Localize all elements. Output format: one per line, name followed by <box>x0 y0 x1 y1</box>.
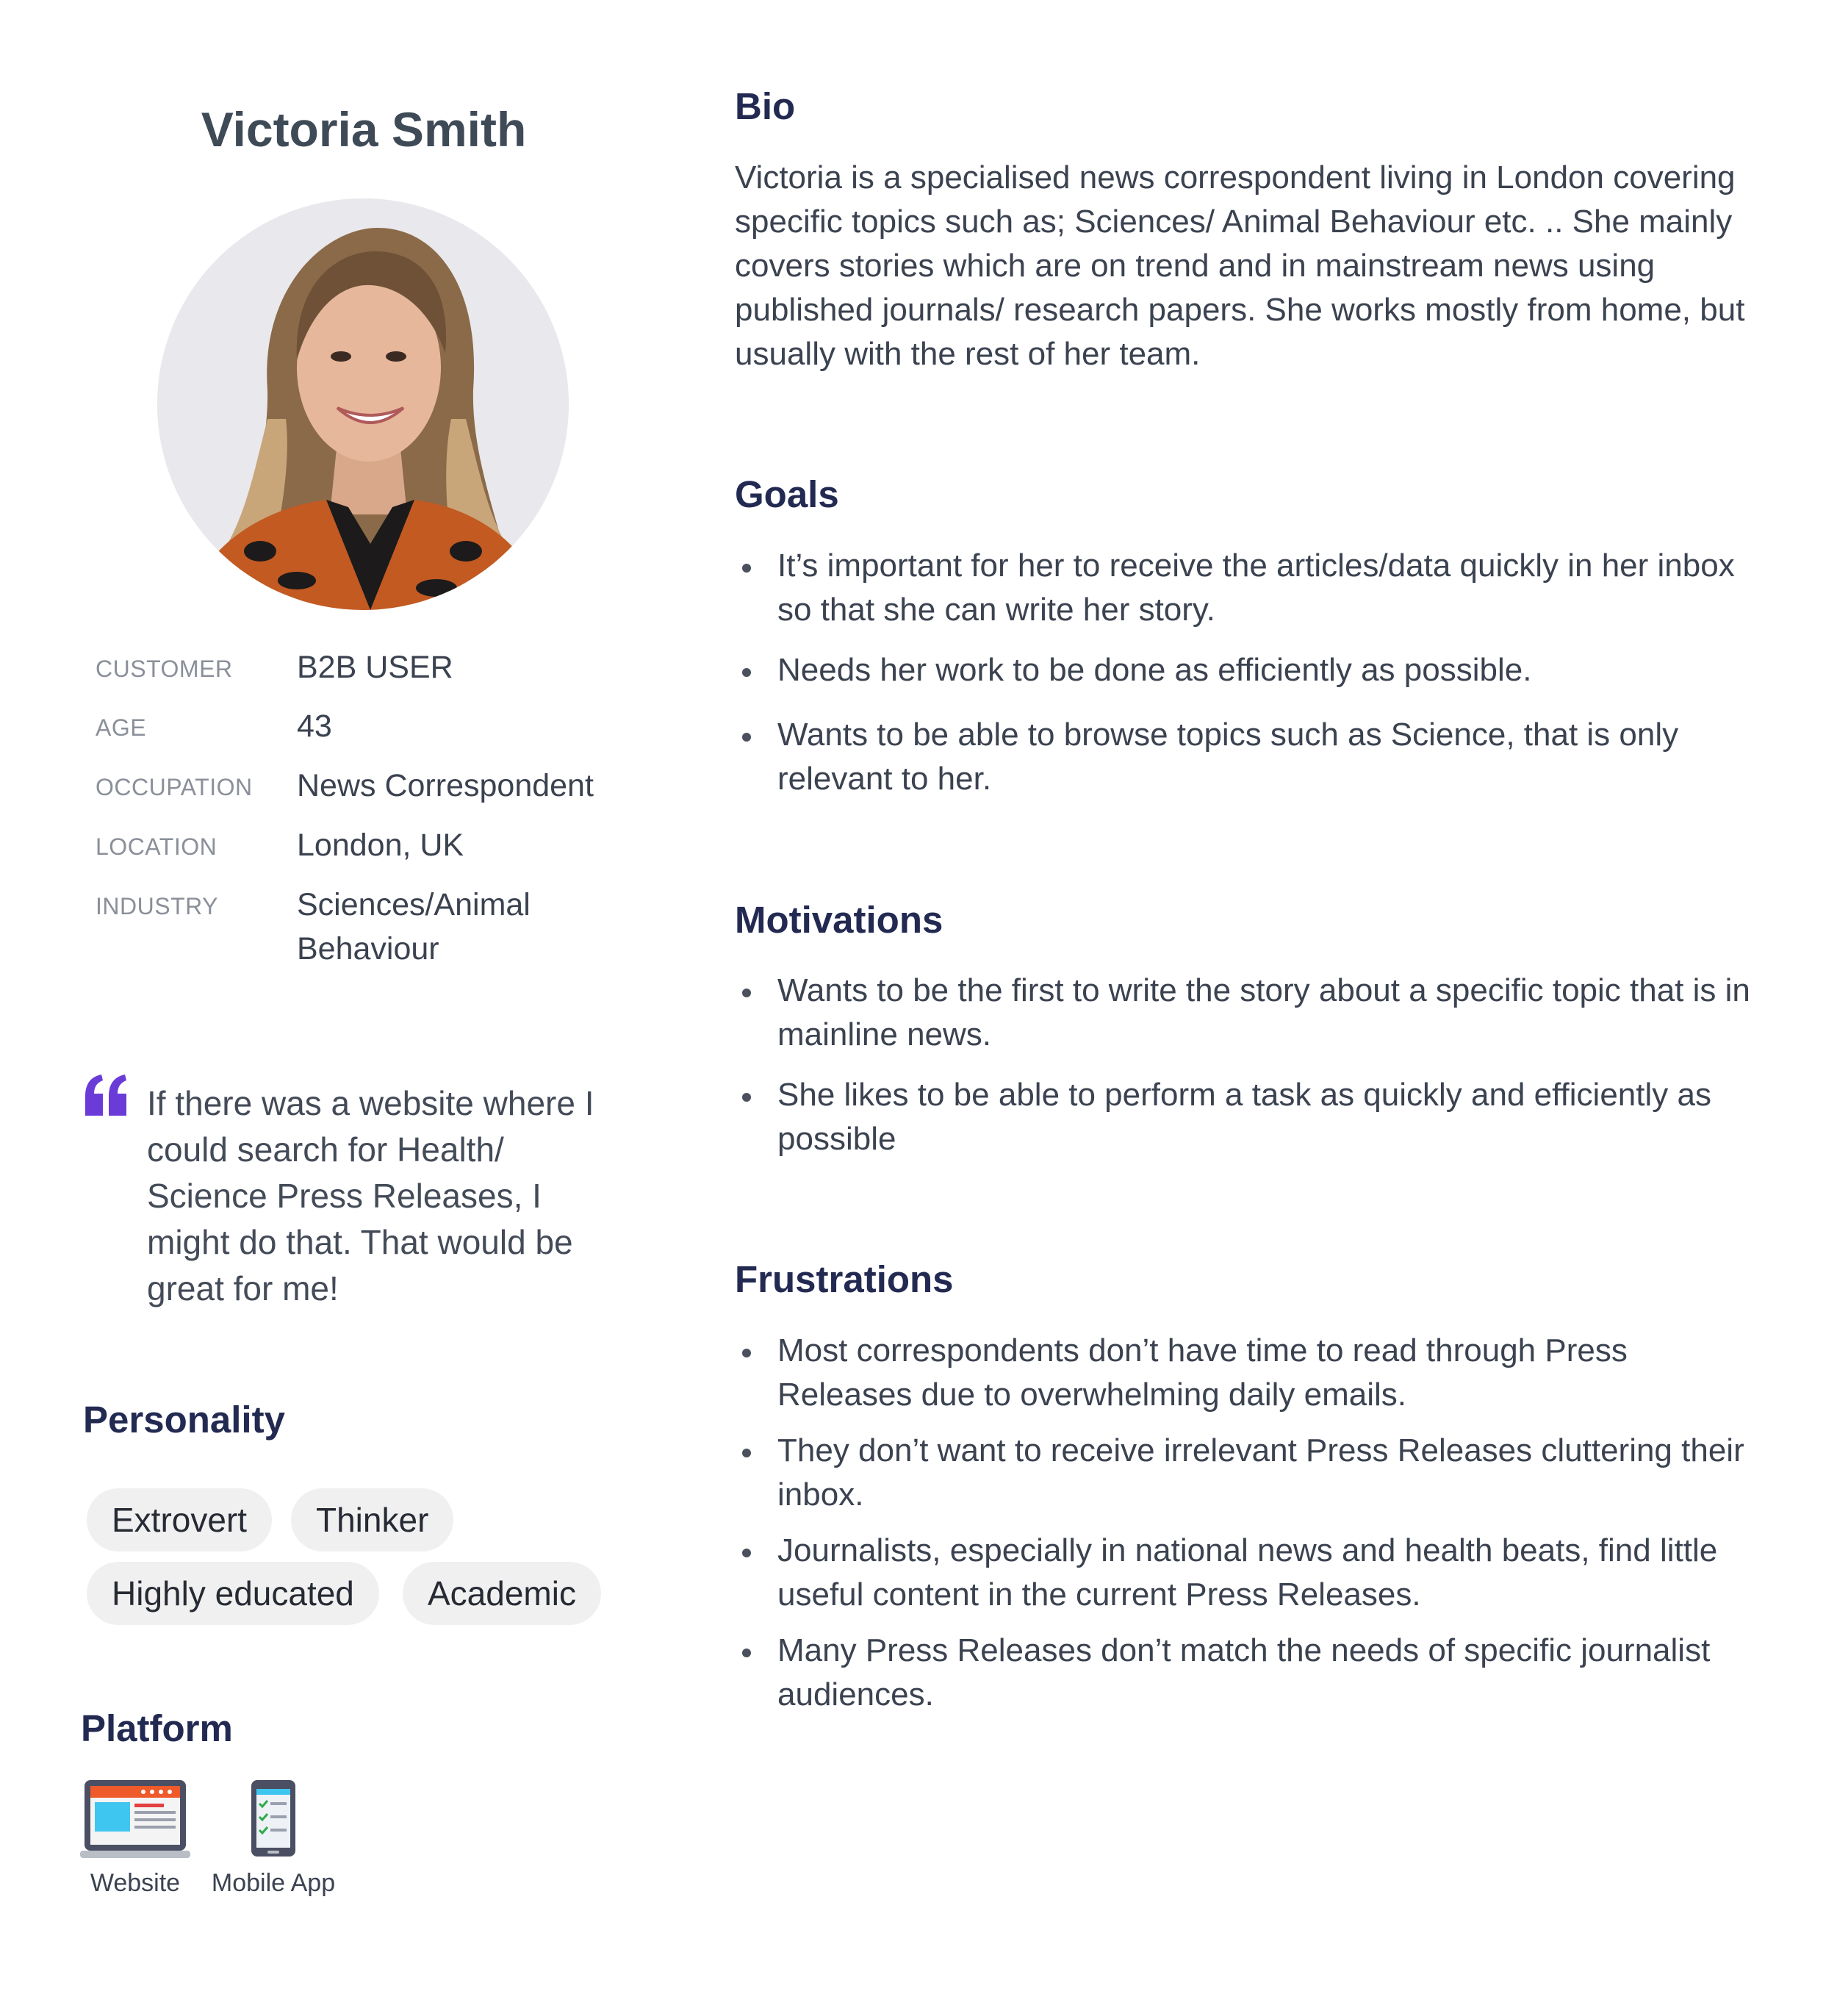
trait-chip: Thinker <box>291 1488 453 1552</box>
motivations-heading: Motivations <box>735 899 943 941</box>
list-item-text: Most correspondents don’t have time to read through Press Releases due to overwhelming daily emails. <box>777 1332 1628 1413</box>
bullet-icon <box>742 733 751 742</box>
list-item <box>735 969 1764 1057</box>
platform-label: Mobile App <box>211 1869 336 1897</box>
bullet-icon <box>742 989 751 997</box>
info-label: CUSTOMER <box>96 656 233 682</box>
list-item-text: They don’t want to receive irrelevant Press Releases cluttering their inbox. <box>777 1432 1744 1513</box>
quote-icon <box>82 1075 128 1116</box>
info-value: 43 <box>297 709 332 744</box>
bullet-icon <box>742 1349 751 1357</box>
platform-mobile-app <box>210 1779 337 1898</box>
trait-chip: Extrovert <box>87 1488 272 1552</box>
goals-heading: Goals <box>735 473 839 515</box>
list-item-text: Journalists, especially in national news and health beats, find little useful content in the current Press Releases. <box>777 1532 1718 1613</box>
bullet-icon <box>742 1549 751 1557</box>
list-item <box>735 1429 1764 1517</box>
platform-label: Website <box>90 1869 181 1897</box>
platform-heading: Platform <box>81 1707 233 1749</box>
list-item-text: Wants to be the first to write the story about a specific topic that is in mainline news. <box>777 972 1750 1052</box>
list-item <box>735 713 1764 801</box>
personality-heading: Personality <box>83 1399 285 1441</box>
bullet-icon <box>742 668 751 677</box>
info-label: LOCATION <box>96 833 218 860</box>
bullet-icon <box>742 1093 751 1102</box>
list-item <box>735 648 1764 692</box>
bullet-icon <box>742 1649 751 1657</box>
avatar-portrait-image <box>157 198 569 610</box>
info-value: B2B USER <box>297 650 453 685</box>
platform-website <box>72 1779 198 1898</box>
list-item <box>735 1629 1764 1717</box>
info-value: Sciences/Animal Behaviour <box>297 887 531 966</box>
quote-text: If there was a website where I could search for Health/ Science Press Releases, I might do that. That would be great for me! <box>147 1084 594 1307</box>
list-item-text: Needs her work to be done as efficiently as possible. <box>777 652 1532 688</box>
bullet-icon <box>742 564 751 573</box>
motivations-list <box>735 969 1764 1161</box>
list-item <box>735 544 1764 632</box>
frustrations-heading: Frustrations <box>735 1258 954 1300</box>
bio-text: Victoria is a specialised news correspondent living in London covering specific topics such as; Sciences/ Animal Behaviour etc. .. She mainly covers stories which are on trend and in mainstream news using published journals/ research papers. She works mostly from home, but usually with the rest of her team. <box>735 159 1745 372</box>
info-value: News Correspondent <box>297 768 594 803</box>
website-icon <box>80 1779 190 1858</box>
frustrations-list <box>735 1329 1764 1717</box>
trait-chip: Highly educated <box>87 1562 379 1625</box>
mobile-app-icon <box>250 1779 297 1858</box>
list-item <box>735 1329 1764 1417</box>
goals-list <box>735 544 1764 801</box>
info-label: AGE <box>96 714 147 741</box>
info-value: London, UK <box>297 828 464 863</box>
list-item <box>735 1529 1764 1617</box>
list-item-text: It’s important for her to receive the articles/data quickly in her inbox so that she can write her story. <box>777 548 1735 628</box>
bullet-icon <box>742 1449 751 1457</box>
info-label: OCCUPATION <box>96 774 253 800</box>
avatar <box>157 198 569 610</box>
info-label: INDUSTRY <box>96 893 218 919</box>
persona-name: Victoria Smith <box>201 102 527 157</box>
list-item <box>735 1073 1764 1161</box>
trait-chip: Academic <box>403 1562 601 1625</box>
bio-heading: Bio <box>735 85 796 127</box>
list-item-text: Wants to be able to browse topics such as Science, that is only relevant to her. <box>777 717 1679 797</box>
list-item-text: Many Press Releases don’t match the needs of specific journalist audiences. <box>777 1632 1711 1712</box>
list-item-text: She likes to be able to perform a task as quickly and efficiently as possible <box>777 1077 1711 1157</box>
